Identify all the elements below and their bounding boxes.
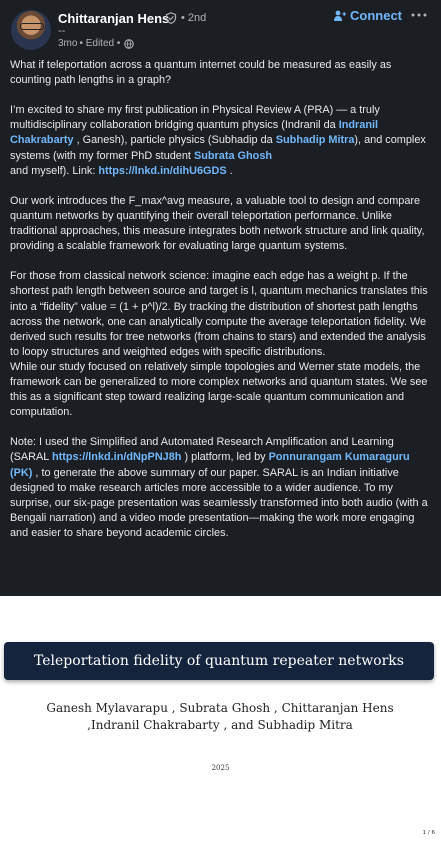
paragraph-measure: Our work introduces the F_max^avg measure, a valuable tool to design and compare quantum networks by quantifying their overall teleportation performance. Unlike traditional approaches, this measure integrates both network structure and link quality, providing a scalable framework for evaluating large quantum systems.	[10, 194, 425, 253]
paper-link[interactable]: https://lnkd.in/dihU6GDS	[98, 164, 227, 177]
saral-link[interactable]: https://lnkd.in/dNpPNJ8h	[51, 451, 182, 464]
mention-indranil-chakrabarty[interactable]: Indranil Chakrabarty	[10, 119, 379, 147]
connect-button[interactable]	[334, 8, 402, 23]
slide-authors: Ganesh Mylavarapu , Subrata Ghosh , Chittaranjan Hens ,Indranil Chakrabarty , and Subhadip Mitra	[46, 701, 394, 732]
connect-icon	[334, 10, 346, 22]
connection-degree: • 2nd	[181, 12, 207, 24]
post-body	[10, 58, 431, 556]
document-slide-preview[interactable]	[0, 596, 441, 841]
mention-ponnurangam-kumaraguru[interactable]: Ponnurangam Kumaraguru (PK)	[10, 451, 410, 479]
slide-year: 2025	[211, 764, 230, 772]
paragraph-network-science: For those from classical network science: imagine each edge has a weight p. If the shortest path length between source and target is l, quantum mechanics translates this into a “fidelity” value = (1 + p^l)/2. By tracking the distribution of shortest path lengths across the network, one can analytically compute the average teleportation fidelity. We derived such results for tree networks (from chains to stars) and extended the analysis to loopy structures and weighted edges with specific distributions.	[10, 270, 428, 358]
paragraph-generalization: While our study focused on relatively simple topologies and Werner state models, the framework can be generalized to more complex networks and quantum states. We see this as a significant step toward realizing large-scale quantum communication and computation.	[10, 360, 428, 419]
connect-label: Connect	[350, 8, 402, 23]
slide-title: Teleportation fidelity of quantum repeater networks	[4, 642, 434, 680]
mention-subhadip-mitra[interactable]: Subhadip Mitra	[275, 134, 355, 147]
post-time: 3mo	[58, 38, 78, 49]
paragraph-intro: What if teleportation across a quantum internet could be measured as easily as counting path lengths in a graph?	[10, 59, 392, 87]
paragraph-note: Note: I used the Simplified and Automated Research Amplification and Learning (SARAL https://lnkd.in/dNpPNJ8h ) platform, led by Ponnurangam Kumaraguru (PK) , to generate the above summary of our paper. SARAL is an Indian initiative designed to make research articles more accessible to a wider audience. To my surprise, our six-page presentation was seamlessly transformed into both audio (with a Bengali narration) and a video mode presentation—making the work more engaging and easier to share beyond academic circles.	[10, 436, 428, 539]
post-edited: • Edited •	[79, 38, 121, 49]
mention-subrata-ghosh[interactable]: Subrata Ghosh	[193, 149, 273, 162]
verified-icon	[165, 12, 177, 24]
page-counter: 1 / 6	[422, 830, 435, 836]
author-headline: --	[58, 25, 66, 37]
more-icon[interactable]	[410, 8, 428, 22]
avatar[interactable]	[11, 10, 51, 50]
post-meta	[58, 38, 134, 49]
author-name[interactable]: Chittaranjan Hens	[58, 11, 170, 26]
post-header	[0, 0, 441, 56]
globe-icon	[124, 39, 134, 49]
paragraph-publication: I’m excited to share my first publication in Physical Review A (PRA) — a truly multidisciplinary collaboration bridging quantum physics (Indranil da Indranil Chakrabarty , Ganesh), particle physics (Subhadip da Subhadip Mitra), and complex systems (with my former PhD student Subrata Ghosh and myself). Link: https://lnkd.in/dihU6GDS .	[10, 104, 426, 177]
